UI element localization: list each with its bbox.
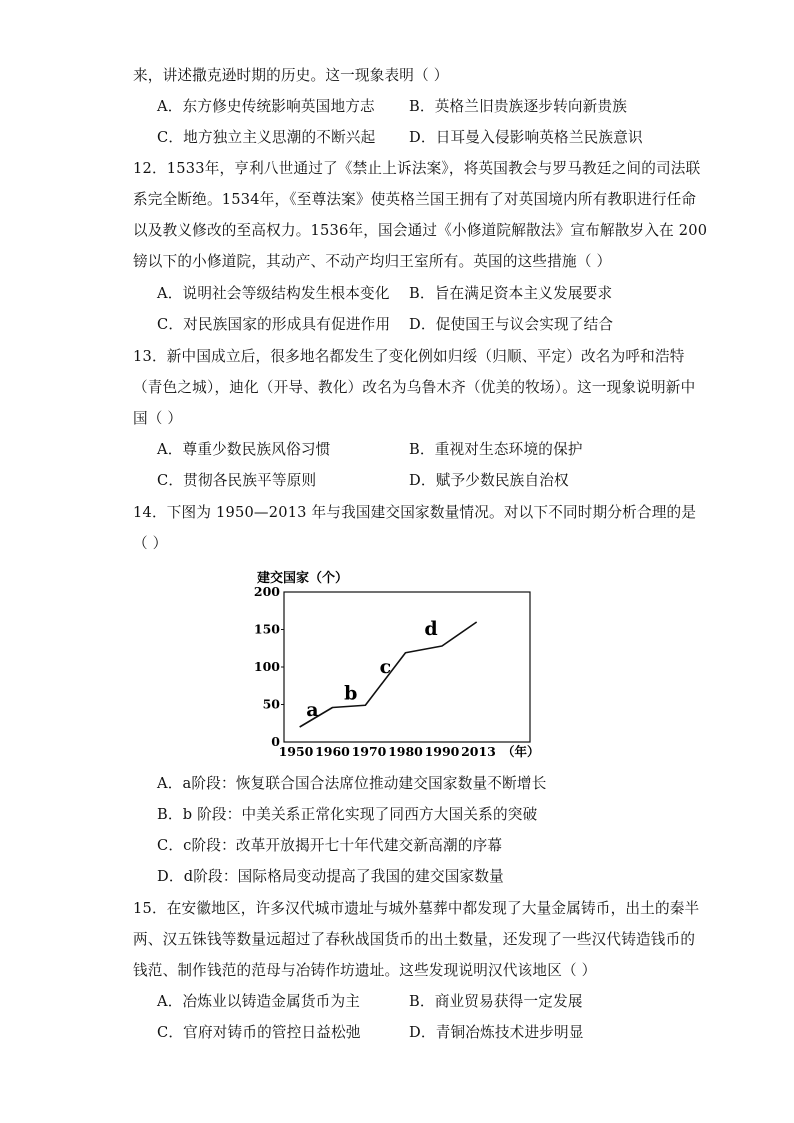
y-tick-label: 200 (253, 584, 280, 599)
x-axis-title: （年） (502, 744, 540, 759)
q15-stem-line-3: 钱范、制作钱范的范母与冶铸作坊遗址。这些发现说明汉代该地区（ ） (133, 962, 597, 979)
q13-option-a[interactable]: A．尊重少数民族风俗习惯 (157, 441, 331, 458)
q14-option-a[interactable]: A．a阶段：恢复联合国合法席位推动建交国家数量不断增长 (157, 775, 547, 792)
q13-stem-line-1: 13．新中国成立后，很多地名都发生了变化例如归绥（归顺、平定）改名为呼和浩特 (133, 348, 685, 365)
q14-stem-line-1: 14．下图为 1950—2013 年与我国建交国家数量情况。对以下不同时期分析合理的是 (133, 504, 697, 521)
q11-stem: 来，讲述撒克逊时期的历史。这一现象表明（ ） (133, 67, 449, 84)
stage-label-c: c (379, 656, 392, 678)
q11-option-b[interactable]: B．英格兰旧贵族逐步转向新贵族 (409, 98, 628, 115)
x-tick-label: 1970 (351, 744, 387, 759)
q15-option-b[interactable]: B．商业贸易获得一定发展 (409, 993, 583, 1010)
q14-option-c[interactable]: C．c阶段：改革开放揭开七十年代建交新高潮的序幕 (157, 837, 503, 854)
q13-option-b[interactable]: B．重视对生态环境的保护 (409, 441, 583, 458)
q13-stem-line-2: （青色之城），迪化（开导、教化）改名为乌鲁木齐（优美的牧场）。这一现象说明新中 (133, 379, 696, 396)
q15-stem-line-1: 15．在安徽地区，许多汉代城市遗址与城外墓葬中都发现了大量金属铸币，出土的秦半 (133, 900, 700, 917)
chart-svg (250, 565, 540, 760)
q12-option-b[interactable]: B．旨在满足资本主义发展要求 (409, 285, 613, 302)
y-tick-label: 0 (271, 734, 280, 749)
q15-option-c[interactable]: C．官府对铸币的管控日益松弛 (157, 1024, 361, 1041)
x-tick-label: 1950 (278, 744, 314, 759)
q13-stem-line-3: 国（ ） (133, 410, 183, 427)
q14-stem-line-2: （ ） (133, 535, 168, 552)
q13-option-d[interactable]: D．赋予少数民族自治权 (409, 472, 569, 489)
x-tick-label: 2013 (461, 744, 496, 759)
q15-option-a[interactable]: A．冶炼业以铸造金属货币为主 (157, 993, 361, 1010)
y-tick-label: 150 (253, 621, 280, 637)
diplomatic-relations-chart (250, 565, 540, 760)
q11-option-a[interactable]: A．东方修史传统影响英国地方志 (157, 98, 375, 115)
q14-option-d[interactable]: D．d阶段：国际格局变动提高了我国的建交国家数量 (157, 868, 504, 885)
q13-option-c[interactable]: C．贯彻各民族平等原则 (157, 472, 317, 489)
q15-stem-line-2: 两、汉五铢钱等数量远超过了春秋战国货币的出土数量，还发现了一些汉代铸造钱币的 (133, 931, 696, 948)
q12-stem-line-4: 镑以下的小修道院，其动产、不动产均归王室所有。英国的这些措施（ ） (133, 253, 612, 270)
x-tick-label: 1980 (388, 744, 423, 759)
q11-option-d[interactable]: D．日耳曼入侵影响英格兰民族意识 (409, 129, 643, 146)
y-tick-label: 100 (253, 659, 280, 674)
q12-option-a[interactable]: A．说明社会等级结构发生根本变化 (157, 285, 390, 302)
y-axis-title: 建交国家（个） (257, 571, 349, 586)
plot-frame (284, 592, 530, 742)
q12-stem-line-2: 系完全断绝。1534年，《至尊法案》使英格兰国王拥有了对英国境内所有教职进行任命 (133, 191, 697, 208)
stage-label-d: d (424, 617, 438, 640)
q12-stem-line-3: 以及教义修改的至高权力。1536年，国会通过《小修道院解散法》宣布解散岁入在 200 (133, 222, 708, 239)
stage-label-a: a (306, 698, 319, 721)
x-tick-label: 1990 (424, 744, 460, 759)
q12-option-c[interactable]: C．对民族国家的形成具有促进作用 (157, 316, 391, 333)
q14-option-b[interactable]: B．b 阶段：中美关系正常化实现了同西方大国关系的突破 (157, 806, 538, 823)
q12-option-d[interactable]: D．促使国王与议会实现了结合 (409, 316, 614, 333)
stage-label-b: b (344, 682, 358, 705)
x-tick-label: 1960 (315, 744, 350, 759)
q11-option-c[interactable]: C．地方独立主义思潮的不断兴起 (157, 129, 376, 146)
y-tick-label: 50 (262, 696, 280, 712)
q15-option-d[interactable]: D．青铜冶炼技术进步明显 (409, 1024, 584, 1041)
q12-stem-line-1: 12．1533年，亨利八世通过了《禁止上诉法案》，将英国教会与罗马教廷之间的司法联 (133, 160, 701, 177)
